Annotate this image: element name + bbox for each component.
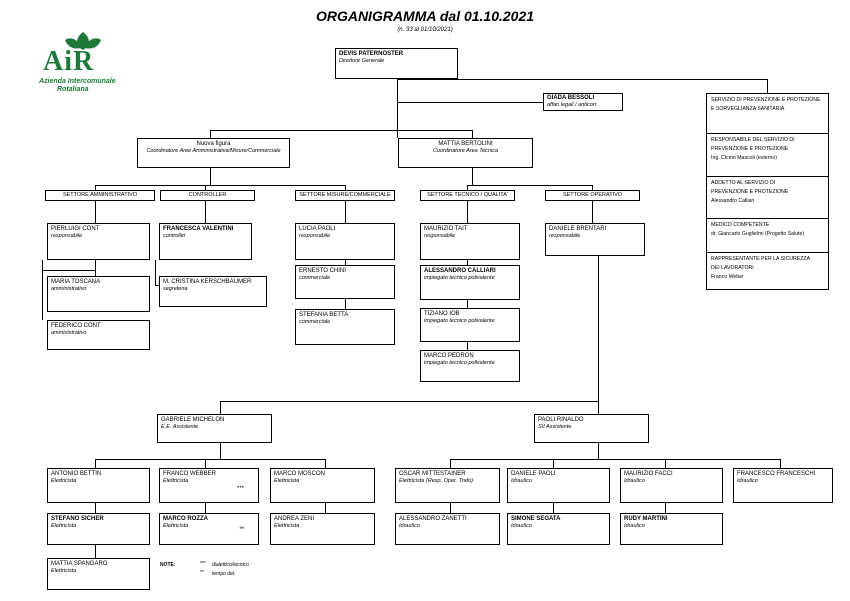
connector xyxy=(467,201,468,223)
person-role: responsabile xyxy=(299,233,331,239)
person-box xyxy=(47,558,150,590)
person-name: FRANCESCA VALENTINI xyxy=(163,226,234,232)
person-box xyxy=(295,223,395,260)
person-name: LUCIA PAOLI xyxy=(299,226,336,232)
safety-panel-5 xyxy=(706,252,829,290)
safety-line: MEDICO COMPETENTE xyxy=(711,222,770,228)
connector xyxy=(210,130,211,138)
connector xyxy=(95,201,96,223)
connector xyxy=(472,130,473,138)
connector xyxy=(345,201,346,223)
assistant-box xyxy=(157,414,272,443)
connector xyxy=(220,401,221,414)
safety-panel-2 xyxy=(706,133,829,176)
safety-line: RAPPRESENTANTE PER LA SICUREZZA xyxy=(711,256,811,262)
person-name: OSCAR MITTESTAINER xyxy=(399,471,466,477)
person-name: RUDY MARTINI xyxy=(624,516,668,522)
connector xyxy=(553,503,554,513)
person-box xyxy=(733,468,833,503)
coordinator-name: MATTIA BERTOLINI xyxy=(438,141,493,147)
person-name: DANIELE BRENTARI xyxy=(549,226,607,232)
person-name: ALESSANDRO CALLIARI xyxy=(424,268,496,274)
person-name: M. CRISTINA KERSCHBAUMER xyxy=(163,279,252,285)
person-role: amministrativo xyxy=(51,286,87,292)
connector xyxy=(472,168,473,185)
person-name: FEDERICO CONT xyxy=(51,323,101,329)
connector xyxy=(598,256,599,401)
person-name: MARCO PEDRON xyxy=(424,353,474,359)
connector xyxy=(345,299,346,309)
person-box xyxy=(270,513,375,545)
person-box xyxy=(159,223,252,260)
person-role: Elettricista xyxy=(51,568,77,574)
person-name: TIZIANO IOB xyxy=(424,311,460,317)
person-name: MARCO MOSCON xyxy=(274,471,325,477)
note-mark: ** xyxy=(200,570,204,576)
person-role: commerciale xyxy=(299,275,331,281)
person-role: Idraulico xyxy=(737,478,758,484)
coordinator-box xyxy=(137,138,290,168)
person-role: impiegato tecnico polivalente xyxy=(424,318,495,324)
logo-mark: AiR xyxy=(43,46,95,77)
safety-line: RESPONSABILE DEL SERVIZIO DI xyxy=(711,137,795,143)
note-label: NOTE: xyxy=(160,562,176,568)
person-name: ANTONIO BETTIN xyxy=(51,471,102,477)
connector xyxy=(450,459,451,468)
person-note-mark: ** xyxy=(239,527,244,533)
person-box xyxy=(47,320,150,350)
safety-panel-3 xyxy=(706,176,829,218)
connector xyxy=(95,459,325,460)
person-box xyxy=(420,265,520,300)
person-role: Elettricista xyxy=(51,523,77,529)
person-name: MAURIZIO TAIT xyxy=(424,226,468,232)
director-role: Direttore Generale xyxy=(339,58,385,64)
connector xyxy=(467,185,592,186)
safety-panel-1 xyxy=(706,93,829,133)
safety-line: ADDETTO AL SERVIZIO DI xyxy=(711,180,776,186)
safety-line: Franco Weber xyxy=(711,274,744,280)
connector xyxy=(665,459,666,468)
connector xyxy=(205,201,206,223)
person-box xyxy=(420,308,520,342)
coordinator-role: Coordinatore Area Tecnica xyxy=(432,148,499,154)
person-role: Idraulico xyxy=(511,523,532,529)
person-role: impiegato tecnico polivalente xyxy=(424,360,495,366)
person-name: STEFANIA BETTA xyxy=(299,312,349,318)
staff-role: affari legali / anticorr. xyxy=(547,102,598,108)
person-box xyxy=(395,513,500,545)
logo-line2: Rotaliana xyxy=(57,86,89,93)
person-box xyxy=(270,468,375,503)
person-role: Elettricista xyxy=(51,478,77,484)
person-role: commerciale xyxy=(299,319,331,325)
safety-line: E SORVEGLIANZA SANITARIA xyxy=(711,106,785,112)
connector xyxy=(210,130,472,131)
safety-line: Alessandro Calliari xyxy=(711,198,755,204)
connector xyxy=(95,503,96,513)
person-role: Idraulico xyxy=(511,478,532,484)
connector xyxy=(780,459,781,468)
person-name: MARCO ROZZA xyxy=(163,516,208,522)
page-subtitle: (n. 33 al 01/10/2021) xyxy=(397,27,453,33)
person-name: MAURIZIO FACCI xyxy=(624,471,673,477)
company-logo xyxy=(35,28,135,98)
person-box xyxy=(295,265,395,299)
person-box xyxy=(47,276,150,312)
person-note-mark: *** xyxy=(236,486,244,492)
person-role: Elettricista xyxy=(163,478,189,484)
person-role: impiegato tecnico polivalente xyxy=(424,275,495,281)
connector xyxy=(450,503,451,513)
connector xyxy=(205,503,206,513)
connector xyxy=(553,459,554,468)
person-name: DANIELE PAOLI xyxy=(511,471,556,477)
connector xyxy=(467,300,468,308)
note-text: dialettico/tecnico xyxy=(212,562,249,568)
safety-line: dr. Giancarlo Guglielmi (Progetto Salute) xyxy=(711,231,805,237)
connector xyxy=(155,260,156,285)
connector xyxy=(95,260,96,276)
person-box xyxy=(420,350,520,382)
sector-header: SETTORE TECNICO / QUALITA' xyxy=(420,190,515,201)
person-box xyxy=(395,468,500,503)
safety-line: PREVENZIONE E PROTEZIONE xyxy=(711,146,789,152)
person-box xyxy=(47,223,150,260)
person-name: STEFANO SICHER xyxy=(51,516,104,522)
person-name: FRANCO WEBBER xyxy=(163,471,217,477)
connector xyxy=(592,201,593,223)
person-role: segreteria xyxy=(163,286,188,292)
safety-line: Ing. Cicmo Mascoli (esterno) xyxy=(711,155,778,161)
note-mark: *** xyxy=(200,561,206,567)
person-role: Elettricista xyxy=(163,523,189,529)
director-name: DEVIS PATERNOSTER xyxy=(339,51,404,57)
person-box xyxy=(159,513,259,545)
connector xyxy=(95,545,96,558)
person-role: Elettricista (Resp. Oper. Trafo) xyxy=(399,478,473,484)
connector xyxy=(467,342,468,350)
person-role: Elettricista xyxy=(274,523,300,529)
connector xyxy=(767,79,768,93)
connector xyxy=(397,102,543,103)
person-name: MARIA TOSCANA xyxy=(51,279,101,285)
person-box xyxy=(507,513,610,545)
safety-line: PREVENZIONE E PROTEZIONE xyxy=(711,189,789,195)
connector xyxy=(598,443,599,459)
person-role: responsabile xyxy=(549,233,581,239)
sector-header: SETTORE AMMINISTRATIVO xyxy=(45,190,155,201)
safety-panel-4 xyxy=(706,218,829,252)
connector xyxy=(325,459,326,468)
person-name: PIERLUIGI CONT xyxy=(51,226,100,232)
person-role: responsabile xyxy=(424,233,456,239)
person-role: Elettricista xyxy=(274,478,300,484)
connector xyxy=(95,185,345,186)
person-role: Idraulico xyxy=(624,478,645,484)
staff-box xyxy=(543,93,623,111)
coordinator-name: Nuova figura xyxy=(196,141,231,147)
person-role: Idraulico xyxy=(624,523,645,529)
assistant-box xyxy=(534,414,649,443)
person-role: Idraulico xyxy=(399,523,420,529)
person-name: ERNESTO CHINI xyxy=(299,268,346,274)
person-name: MATTIA SPANGARO xyxy=(51,561,108,567)
person-role: E.E. Assistente xyxy=(161,424,199,430)
connector xyxy=(325,503,326,513)
person-role: amministrativo xyxy=(51,330,87,336)
connector xyxy=(220,443,221,459)
person-box xyxy=(620,468,723,503)
sector-header: CONTROLLER xyxy=(160,190,255,201)
person-role: responsabile xyxy=(51,233,83,239)
connector xyxy=(210,168,211,185)
person-name: PAOLI RINALDO xyxy=(538,417,584,423)
person-role: controller xyxy=(163,233,186,239)
connector xyxy=(665,503,666,513)
connector xyxy=(598,401,599,414)
page-title: ORGANIGRAMMA dal 01.10.2021 xyxy=(315,8,535,24)
connector xyxy=(220,401,598,402)
person-name: ANDREA ZENI xyxy=(274,516,315,522)
person-box xyxy=(159,276,267,307)
coordinator-role: Coordinatore Aree Amministrativa/Misure/Commerciale xyxy=(146,148,281,154)
person-box xyxy=(295,309,395,345)
person-box xyxy=(47,468,150,503)
connector xyxy=(450,459,780,460)
person-box xyxy=(507,468,610,503)
person-name: ALESSANDRO ZANETTI xyxy=(399,516,467,522)
connector xyxy=(397,79,767,80)
person-box xyxy=(47,513,150,545)
coordinator-box xyxy=(398,138,533,168)
person-box xyxy=(420,223,520,260)
person-box xyxy=(620,513,723,545)
connector xyxy=(42,270,95,271)
safety-line: SERVIZIO DI PREVENZIONE E PROTEZIONE xyxy=(711,97,821,103)
director-box xyxy=(335,48,458,79)
person-name: SIMONE SEGATA xyxy=(511,516,561,522)
staff-name: GIADA BESSOLI xyxy=(547,95,595,101)
person-role: SII Assistente xyxy=(538,424,572,430)
note-text: tempo det. xyxy=(212,571,236,577)
person-box xyxy=(545,223,645,256)
connector xyxy=(95,459,96,468)
connector xyxy=(42,260,43,320)
person-box xyxy=(159,468,259,503)
logo-line1: Azienda Intercomunale xyxy=(39,78,116,85)
person-name: GABRIELE MICHELON xyxy=(161,417,225,423)
safety-line: DEI LAVORATORI xyxy=(711,265,754,271)
person-name: FRANCESCO FRANCESCHI xyxy=(737,471,816,477)
sector-header: SETTORE MISURE/COMMERCIALE xyxy=(295,190,395,201)
sector-header: SETTORE OPERATIVO xyxy=(545,190,640,201)
connector xyxy=(205,459,206,468)
